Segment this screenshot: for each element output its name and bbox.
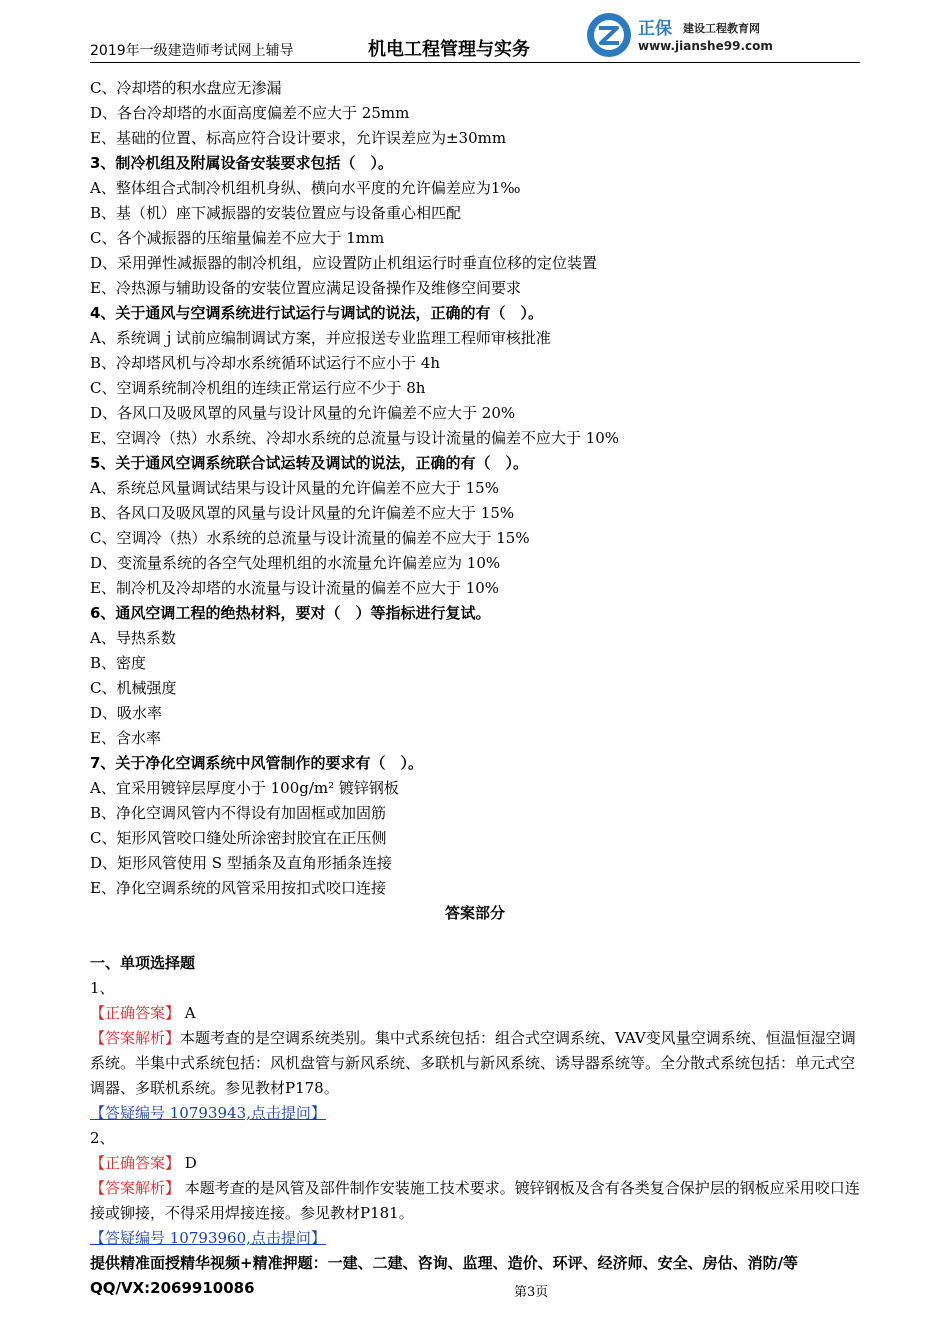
page-footer [90, 1252, 870, 1303]
option-line: E、空调冷（热）水系统、冷却水系统的总流量与设计流量的偏差不应大于 10% [90, 429, 620, 447]
footer-contact: QQ/VX:2069910086 [90, 1279, 255, 1297]
logo-url-text: www.jianshe99.com [638, 39, 773, 53]
answer-number: 2、 [90, 1129, 115, 1147]
option-line: E、冷热源与辅助设备的安装位置应满足设备操作及维修空间要求 [90, 279, 521, 297]
page-header [90, 10, 860, 63]
logo-sub-text: 建设工程教育网 [683, 22, 760, 35]
option-line: E、含水率 [90, 729, 161, 747]
page-number: 第3页 [514, 1285, 549, 1300]
answer-section-title: 答案部分 [444, 904, 505, 922]
header-subject-title: 机电工程管理与实务 [368, 39, 530, 60]
option-line: E、制冷机及冷却塔的水流量与设计流量的偏差不应大于 10% [90, 579, 500, 597]
option-line: D、采用弹性减振器的制冷机组，应设置防止机组运行时垂直位移的定位装置 [90, 254, 598, 272]
question-heading: 6、通风空调工程的绝热材料，要对（ ）等指标进行复试。 [90, 604, 491, 622]
option-line: D、各台冷却塔的水面高度偏差不应大于 25mm [90, 104, 410, 122]
option-line: C、空调系统制冷机组的连续正常运行应不少于 8h [90, 379, 426, 397]
option-line: B、密度 [90, 654, 147, 672]
option-line: A、系统调ｊ试前应编制调试方案，并应报送专业监理工程师审核批准 [90, 329, 551, 347]
question-heading: 3、制冷机组及附属设备安装要求包括（ ）。 [90, 154, 393, 172]
ask-question-link[interactable]: 【答疑编号 10793943,点击提问】 [90, 1104, 326, 1122]
document-body [90, 76, 860, 1251]
option-line: E、基础的位置、标高应符合设计要求，允许误差应为±30mm [90, 129, 507, 147]
question-link-row [90, 1226, 860, 1251]
correct-answer-row [90, 1001, 860, 1026]
option-line: D、吸水率 [90, 704, 163, 722]
correct-answer-label: 【正确答案】 [90, 1004, 181, 1022]
logo-brand-text: 正保 [638, 19, 672, 39]
correct-answer-row [90, 1151, 860, 1176]
option-line: A、系统总风量调试结果与设计风量的允许偏差不应大于 15% [90, 479, 499, 497]
analysis-label: 【答案解析】 [90, 1179, 181, 1197]
option-line: D、变流量系统的各空气处理机组的水流量允许偏差应为 10% [90, 554, 501, 572]
option-line: A、宜采用镀锌层厚度小于 100g/m² 镀锌钢板 [90, 779, 399, 797]
question-heading: 4、关于通风与空调系统进行试运行与调试的说法，正确的有（ ）。 [90, 304, 543, 322]
question-heading: 7、关于净化空调系统中风管制作的要求有（ ）。 [90, 754, 423, 772]
option-line: A、导热系数 [90, 629, 176, 647]
analysis-text: 本题考查的是风管及部件制作安装施工技术要求。镀锌钢板及含有各类复合保护层的钢板应采用咬口连接或铆接，不得采用焊接连接。参见教材P181。 [90, 1179, 860, 1222]
option-line: C、各个减振器的压缩量偏差不应大于 1mm [90, 229, 385, 247]
header-course-title: 2019年一级建造师考试网上辅导 [90, 43, 294, 59]
question-link-row [90, 1101, 860, 1126]
answer-analysis [90, 1026, 860, 1101]
option-line: D、矩形风管使用 S 型插条及直角形插条连接 [90, 854, 392, 872]
analysis-text: 本题考查的是空调系统类别。集中式系统包括：组合式空调系统、VAV变风量空调系统、恒温恒湿空调系统。半集中式系统包括：风机盘管与新风系统、多联机与新风系统、诱导器系统等。全分散式系统包括：单元式空调器、多联机系统。参见教材P178。 [90, 1029, 856, 1097]
analysis-label: 【答案解析】 [90, 1029, 181, 1047]
option-line: C、冷却塔的积水盘应无渗漏 [90, 79, 282, 97]
brand-logo[interactable] [586, 10, 856, 60]
option-line: B、净化空调风管内不得设有加固框或加固筋 [90, 804, 387, 822]
correct-answer-value: A [180, 1004, 196, 1022]
option-line: B、冷却塔风机与冷却水系统循环试运行不应小于 4h [90, 354, 440, 372]
footer-promo-text: 提供精准面授精华视频+精准押题：一建、二建、咨询、监理、造价、环评、经济师、安全、房估、消防/等 [90, 1254, 799, 1272]
correct-answer-value: D [180, 1154, 197, 1172]
footer-bottom-row [90, 1279, 870, 1303]
option-line: D、各风口及吸风罩的风量与设计风量的允许偏差不应大于 20% [90, 404, 516, 422]
option-line: C、空调冷（热）水系统的总流量与设计流量的偏差不应大于 15% [90, 529, 530, 547]
correct-answer-label: 【正确答案】 [90, 1154, 181, 1172]
section-heading: 一、单项选择题 [90, 954, 196, 972]
answer-analysis [90, 1176, 860, 1226]
logo-emblem-icon [586, 12, 632, 58]
option-line: E、净化空调系统的风管采用按扣式咬口连接 [90, 879, 386, 897]
option-line: B、基（机）座下减振器的安装位置应与设备重心相匹配 [90, 204, 462, 222]
question-heading: 5、关于通风空调系统联合试运转及调试的说法，正确的有（ ）。 [90, 454, 528, 472]
option-line: B、各风口及吸风罩的风量与设计风量的允许偏差不应大于 15% [90, 504, 515, 522]
option-line: C、矩形风管咬口缝处所涂密封胶宜在正压侧 [90, 829, 387, 847]
answer-number: 1、 [90, 979, 115, 997]
ask-question-link[interactable]: 【答疑编号 10793960,点击提问】 [90, 1229, 326, 1247]
option-line: A、整体组合式制冷机组机身纵、横向水平度的允许偏差应为1‰ [90, 179, 521, 197]
option-line: C、机械强度 [90, 679, 177, 697]
